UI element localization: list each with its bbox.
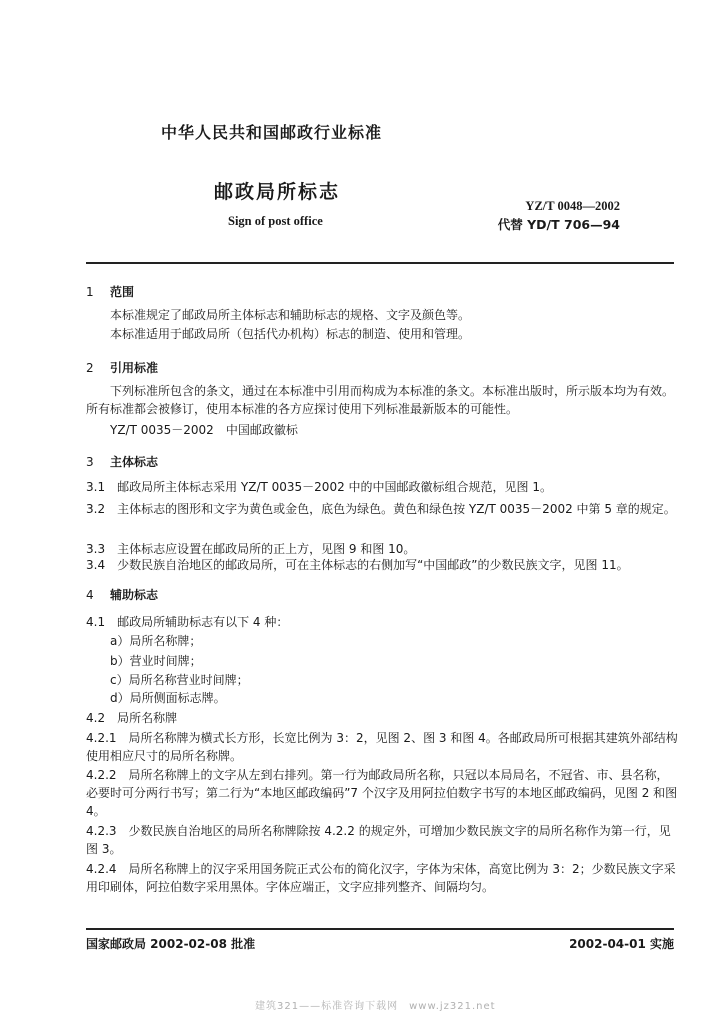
list-item: b）营业时间牌； [110, 654, 202, 668]
watermark: 建筑321——标准咨询下载网 www.jz321.net [255, 1001, 496, 1012]
clause-4-2-4: 4.2.4 局所名称牌上的汉字采用国务院正式公布的简化汉字，字体为宋体，高宽比例为 3：2；少数民族文字采用印刷体，阿拉伯数字采用黑体。字体应端正，文字应排列整齐、间隔均匀。 [86, 862, 676, 894]
footer-divider [86, 928, 674, 930]
section-2-heading [86, 359, 158, 376]
clause-4-2-2: 4.2.2 局所名称牌上的文字从左到右排列。第一行为邮政局所名称，只冠以本局局名，不冠省、市、县名称，必要时可分两行书写；第二行为“本地区邮政编码”7 个汉字及用阿拉伯数字书写的本地区邮政编码，见图 2 和图 4。 [86, 768, 678, 818]
clause-3-4: 3.4 少数民族自治地区的邮政局所，可在主体标志的右侧加写“中国邮政”的少数民族文字，见图 11。 [86, 558, 629, 572]
effective-date: 2002-04-01 实施 [569, 937, 674, 951]
replaces-standard: 代替 YD/T 706—94 [497, 217, 620, 232]
section-number: 1 [86, 285, 94, 299]
clause-4-2-1: 4.2.1 局所名称牌为横式长方形，长宽比例为 3：2，见图 2、图 3 和图 4。各邮政局所可根据其建筑外部结构使用相应尺寸的局所名称牌。 [86, 731, 678, 763]
section-number: 3 [86, 455, 94, 469]
approval-date: 国家邮政局 2002-02-08 批准 [86, 937, 256, 951]
clause-3-1: 3.1 邮政局所主体标志采用 YZ/T 0035－2002 中的中国邮政徽标组合规范，见图 1。 [86, 480, 552, 494]
document-title: 邮政局所标志 [214, 181, 341, 203]
clause-4-1: 4.1 邮政局所辅助标志有以下 4 种： [86, 615, 289, 629]
standard-code: YZ/T 0048—2002 [525, 199, 620, 213]
section-number: 4 [86, 588, 94, 602]
clause-3-3: 3.3 主体标志应设置在邮政局所的正上方，见图 9 和图 10。 [86, 542, 416, 556]
section-3-heading [86, 453, 158, 470]
clause-4-2: 4.2 局所名称牌 [86, 711, 178, 725]
clause-3-2: 3.2 主体标志的图形和文字为黄色或金色，底色为绿色。黄色和绿色按 YZ/T 0035－2002 中第 5 章的规定。 [86, 502, 676, 516]
section-title: 范围 [110, 285, 135, 299]
section-title: 辅助标志 [110, 588, 159, 602]
normative-reference: YZ/T 0035－2002 中国邮政徽标 [110, 423, 298, 437]
section-4-heading [86, 586, 158, 603]
header-divider [86, 262, 674, 264]
list-item: a）局所名称牌； [110, 634, 202, 648]
clause-4-2-3: 4.2.3 少数民族自治地区的局所名称牌除按 4.2.2 的规定外，可增加少数民族文字的局所名称作为第一行，见图 3。 [86, 824, 671, 856]
paragraph: 本标准规定了邮政局所主体标志和辅助标志的规格、文字及颜色等。 [110, 308, 471, 322]
standard-category-title: 中华人民共和国邮政行业标准 [161, 123, 383, 142]
section-title: 主体标志 [110, 455, 159, 469]
section-title: 引用标准 [110, 361, 159, 375]
document-subtitle: Sign of post office [228, 214, 323, 228]
list-item: d）局所侧面标志牌。 [110, 691, 226, 705]
paragraph: 下列标准所包含的条文，通过在本标准中引用而构成为本标准的条文。本标准出版时，所示版本均为有效。所有标准都会被修订，使用本标准的各方应探讨使用下列标准最新版本的可能性。 [86, 384, 675, 416]
list-item: c）局所名称营业时间牌； [110, 673, 249, 687]
paragraph: 本标准适用于邮政局所（包括代办机构）标志的制造、使用和管理。 [110, 327, 471, 341]
section-number: 2 [86, 361, 94, 375]
section-1-heading [86, 283, 134, 300]
